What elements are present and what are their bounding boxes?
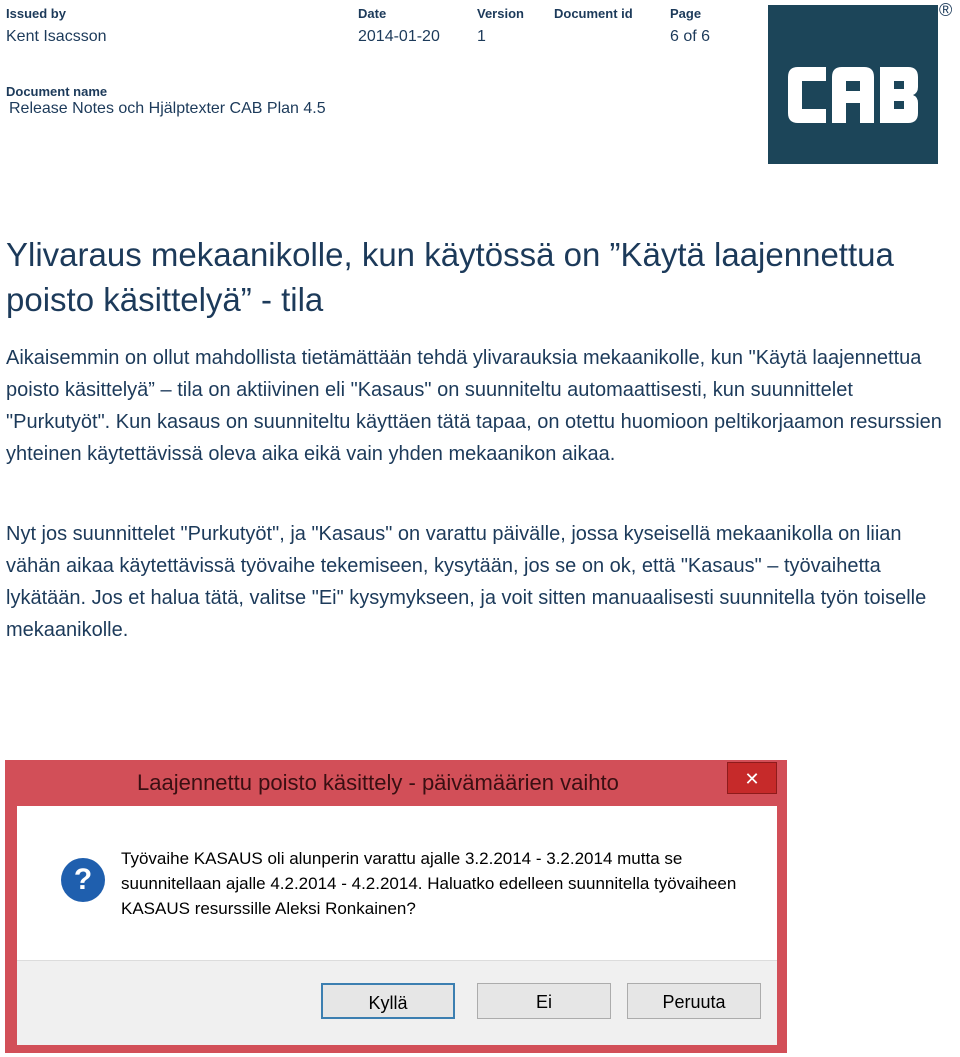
date-label: Date — [358, 6, 387, 21]
issued-by-value: Kent Isacsson — [6, 28, 107, 45]
page-label: Page — [670, 6, 702, 21]
date-value: 2014-01-20 — [358, 28, 440, 45]
paragraph-2: Nyt jos suunnittelet "Purkutyöt", ja "Kasaus" on varattu päivälle, jossa kyseisellä mekaanikolla on liian vähän aikaa käytettävissä työvaihe tekemiseen, kysytään, jos se on ok, että "Kasaus" – työvaihetta lykätään. Jos et halua tätä, valitse "Ei" kysymykseen, ja voit sitten manuaalisesti suunnitella työn toiselle mekaanikolle. — [6, 523, 927, 641]
paragraph-1: Aikaisemmin on ollut mahdollista tietämättään tehdä ylivarauksia mekaanikolle, kun "Käytä laajennettua poisto käsittelyä” – tila on aktiivinen eli "Kasaus" on suunniteltu automaattisesti, kun suunnittelet "Purkutyöt". Kun kasaus on suunniteltu käyttäen tätä tapaa, on otettu huomioon peltikorjaamon resurssien yhteinen käytettävissä oleva aika eikä vain yhden mekaanikon aikaa. — [6, 347, 942, 465]
cancel-button[interactable]: Peruuta — [627, 983, 761, 1019]
dialog-title: Laajennettu poisto käsittely - päivämäärien vaihto — [137, 770, 619, 795]
confirmation-dialog — [5, 760, 787, 1053]
yes-button[interactable]: Kyllä — [321, 983, 455, 1019]
version-value: 1 — [477, 28, 486, 45]
document-name-value: Release Notes och Hjälptexter CAB Plan 4.5 — [9, 100, 326, 117]
section-heading: Ylivaraus mekaanikolle, kun käytössä on ”Käytä laajennettua poisto käsittelyä” - tila — [6, 236, 894, 318]
version-label: Version — [477, 6, 524, 21]
cab-logo — [768, 5, 938, 164]
dialog-footer — [17, 960, 777, 1045]
issued-by-label: Issued by — [6, 6, 66, 21]
registered-mark: ® — [939, 0, 953, 20]
page-value: 6 of 6 — [670, 28, 711, 45]
close-button[interactable]: ✕ — [727, 762, 777, 794]
document-name-label: Document name — [6, 84, 108, 99]
cab-logo-mark — [768, 5, 938, 164]
no-button[interactable]: Ei — [477, 983, 611, 1019]
document-id-label: Document id — [554, 6, 633, 21]
question-icon: ? — [61, 858, 105, 902]
dialog-message: Työvaihe KASAUS oli alunperin varattu ajalle 3.2.2014 - 3.2.2014 mutta se suunnitellaan ajalle 4.2.2014 - 4.2.2014. Haluatko edelleen suunnitella työvaiheen KASAUS resurssille Aleksi Ronkainen? — [121, 849, 737, 918]
dialog-body — [17, 806, 777, 960]
